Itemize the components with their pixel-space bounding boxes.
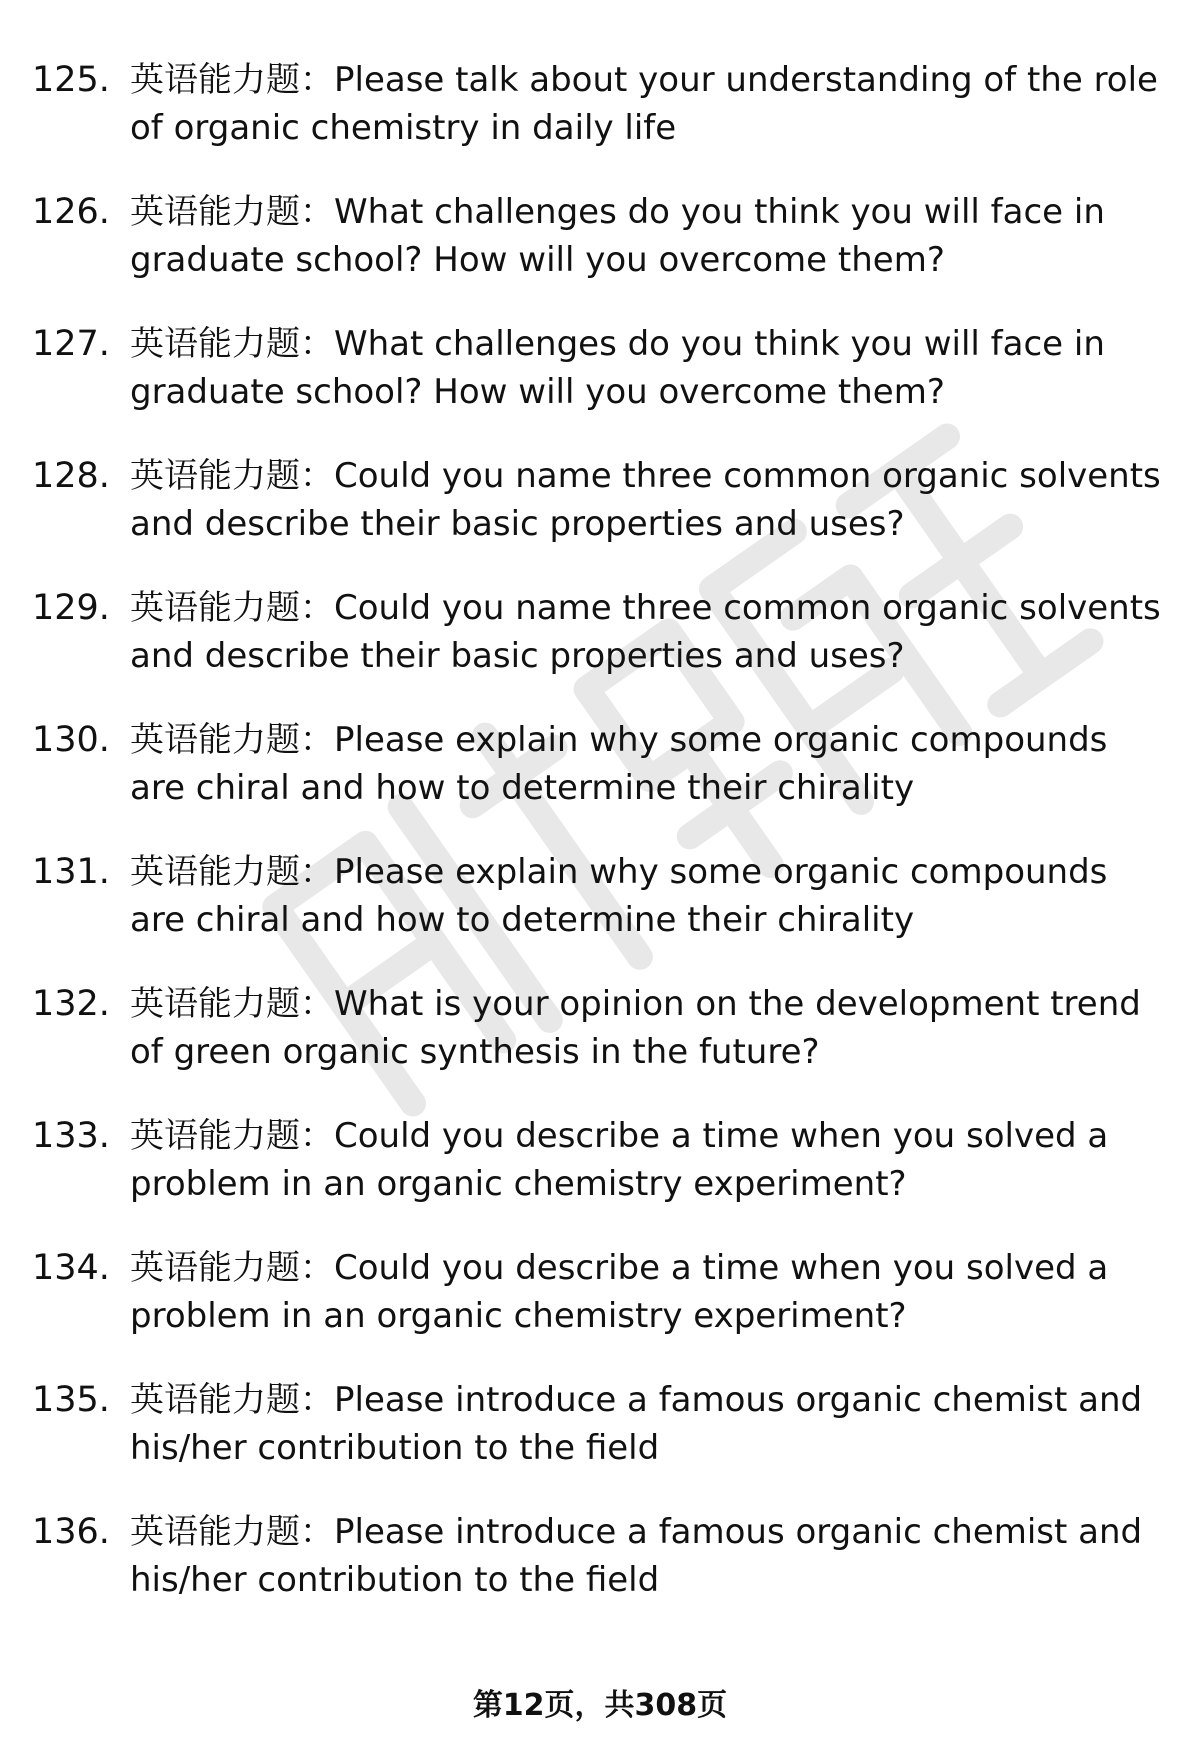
question-text: 英语能力题：Could you name three common organic solvents and describe their basic properties and uses? — [130, 588, 1161, 676]
question-item — [32, 1244, 1172, 1376]
question-item — [32, 716, 1172, 848]
question-item — [32, 320, 1172, 452]
question-number: 129. — [32, 588, 110, 628]
question-item — [32, 1376, 1172, 1508]
question-text: 英语能力题：Could you describe a time when you solved a problem in an organic chemistry experiment? — [130, 1116, 1109, 1204]
question-item — [32, 980, 1172, 1112]
question-text: 英语能力题：Please explain why some organic compounds are chiral and how to determine their chirality — [130, 720, 1108, 808]
question-number: 135. — [32, 1380, 110, 1420]
question-number: 128. — [32, 456, 110, 496]
question-text: 英语能力题：Please talk about your understanding of the role of organic chemistry in daily life — [130, 60, 1158, 148]
question-text: 英语能力题：What challenges do you think you will face in graduate school? How will you overcome them? — [130, 192, 1105, 280]
question-text: 英语能力题：What challenges do you think you will face in graduate school? How will you overcome them? — [130, 324, 1105, 412]
question-number: 125. — [32, 60, 110, 100]
question-number: 134. — [32, 1248, 110, 1288]
question-text: 英语能力题：What is your opinion on the development trend of green organic synthesis in the future? — [130, 984, 1141, 1072]
question-list — [32, 56, 1172, 1640]
question-number: 130. — [32, 720, 110, 760]
question-item — [32, 188, 1172, 320]
question-text: 英语能力题：Could you name three common organic solvents and describe their basic properties and uses? — [130, 456, 1161, 544]
question-text: 英语能力题：Please introduce a famous organic chemist and his/her contribution to the field — [130, 1512, 1143, 1600]
question-item — [32, 848, 1172, 980]
question-text: 英语能力题：Could you describe a time when you solved a problem in an organic chemistry experiment? — [130, 1248, 1109, 1336]
question-item — [32, 56, 1172, 188]
question-item — [32, 452, 1172, 584]
question-text: 英语能力题：Please introduce a famous organic chemist and his/her contribution to the field — [130, 1380, 1143, 1468]
question-number: 132. — [32, 984, 110, 1024]
question-item — [32, 1112, 1172, 1244]
question-number: 136. — [32, 1512, 110, 1552]
question-number: 133. — [32, 1116, 110, 1156]
question-text: 英语能力题：Please explain why some organic compounds are chiral and how to determine their chirality — [130, 852, 1108, 940]
question-item — [32, 584, 1172, 716]
page-number-footer: 第12页，共308页 — [472, 1688, 728, 1723]
question-item — [32, 1508, 1172, 1640]
question-number: 131. — [32, 852, 110, 892]
question-number: 126. — [32, 192, 110, 232]
question-number: 127. — [32, 324, 110, 364]
